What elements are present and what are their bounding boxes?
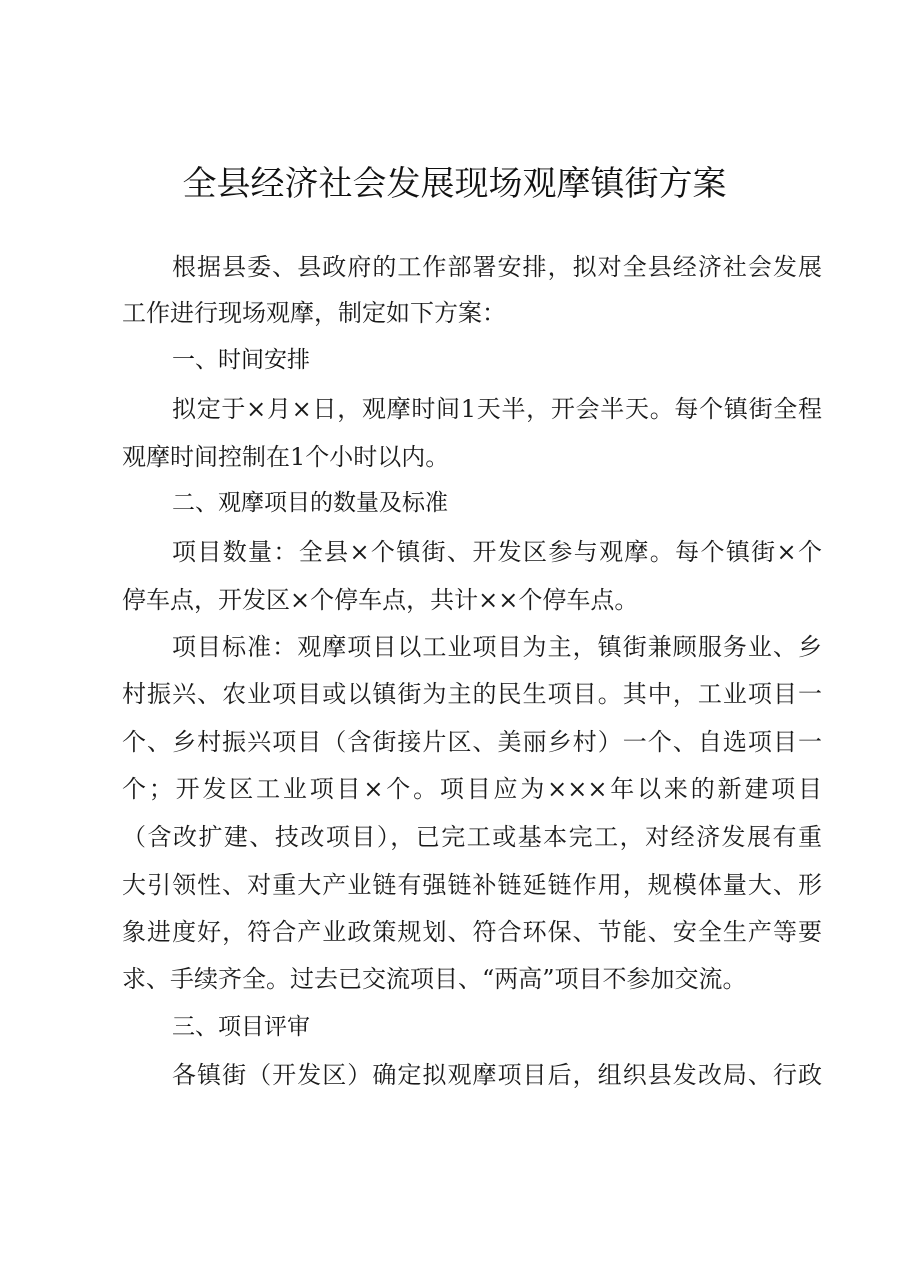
section1-line-1: 拟定于×月×日，观摩时间1天半，开会半天。每个镇街全程 [172, 395, 822, 423]
section2-p2-line-8: 求、手续齐全。过去已交流项目、“两高”项目不参加交流。 [122, 965, 747, 993]
section2-p2-line-6: 大引领性、对重大产业链有强链补链延链作用，规模体量大、形 [122, 871, 822, 899]
section-heading-projects: 二、观摩项目的数量及标准 [172, 490, 448, 516]
section2-p2-line-7: 象进度好，符合产业政策规划、符合环保、节能、安全生产等要 [122, 918, 822, 946]
section2-p1-line-2: 停车点，开发区×个停车点，共计××个停车点。 [122, 586, 639, 614]
section2-p2-line-1: 项目标准：观摩项目以工业项目为主，镇街兼顾服务业、乡 [172, 633, 822, 661]
section2-p2-line-5: （含改扩建、技改项目），已完工或基本完工，对经济发展有重 [122, 823, 822, 851]
section2-p2-line-3: 个、乡村振兴项目（含街接片区、美丽乡村）一个、自选项目一 [122, 728, 822, 756]
section2-p1-line-1: 项目数量：全县×个镇街、开发区参与观摩。每个镇街×个 [172, 538, 822, 566]
section-heading-review: 三、项目评审 [172, 1014, 310, 1040]
document-title: 全县经济社会发展现场观摩镇街方案 [182, 164, 727, 204]
section2-p2-line-4: 个；开发区工业项目×个。项目应为×××年以来的新建项目 [122, 775, 822, 803]
intro-line-2: 工作进行现场观摩，制定如下方案： [122, 299, 506, 327]
section-heading-time: 一、时间安排 [172, 347, 310, 373]
section3-line-1: 各镇街（开发区）确定拟观摩项目后，组织县发改局、行政 [172, 1061, 822, 1089]
section1-line-2: 观摩时间控制在1个小时以内。 [122, 443, 450, 471]
intro-line-1: 根据县委、县政府的工作部署安排，拟对全县经济社会发展 [172, 253, 822, 281]
section2-p2-line-2: 村振兴、农业项目或以镇街为主的民生项目。其中，工业项目一 [122, 680, 822, 708]
